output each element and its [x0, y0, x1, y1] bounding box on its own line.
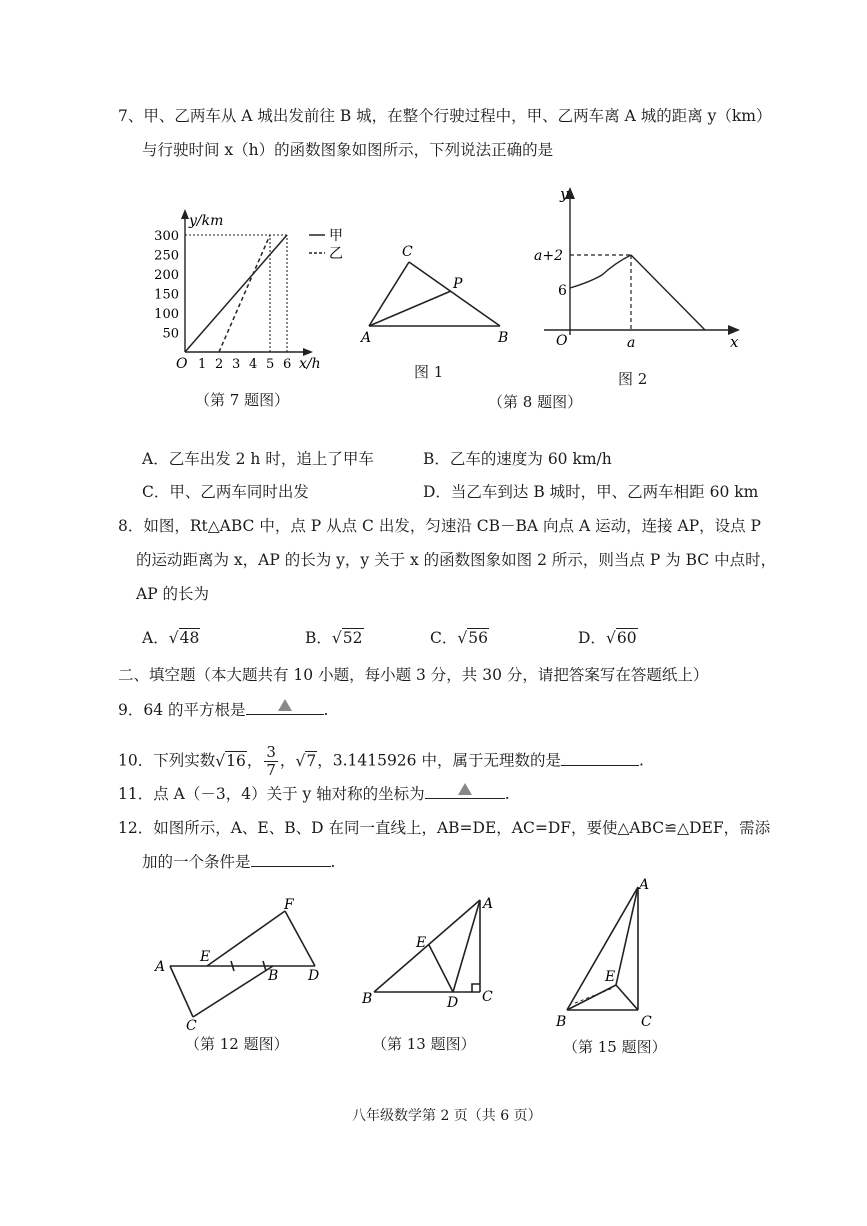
- q11-answer-blank[interactable]: [425, 784, 505, 799]
- label-B: B: [268, 968, 279, 984]
- label-origin: O: [556, 333, 568, 349]
- label-B: B: [556, 1014, 567, 1030]
- q7-option-b: B．乙车的速度为 60 km/h: [423, 450, 612, 468]
- q7-chart: [150, 195, 343, 380]
- y-tick-label: 200: [154, 268, 179, 283]
- label-F: F: [284, 897, 294, 913]
- section-2-heading: 二、填空题（本大题共有 10 小题，每小题 3 分，共 30 分，请把答案写在答题纸上）: [118, 666, 709, 684]
- label-D: D: [308, 968, 320, 984]
- x-tick-label: 3: [232, 357, 241, 372]
- x-axis-label: x/h: [299, 356, 321, 372]
- fig8-caption: （第 8 题图）: [488, 393, 583, 411]
- label-a: a: [627, 335, 636, 351]
- fig12: [150, 895, 335, 1035]
- q12-answer-blank[interactable]: [251, 852, 331, 867]
- label-A: A: [483, 896, 494, 912]
- series-line-1: [185, 235, 287, 352]
- x-tick-label: 5: [266, 357, 275, 372]
- x-tick-label: 1: [198, 357, 207, 372]
- label-B: B: [362, 991, 373, 1007]
- edge-EC: [616, 985, 638, 1010]
- q9: 9．64 的平方根是 .: [118, 701, 329, 719]
- q7-option-c: C．甲、乙两车同时出发: [142, 483, 309, 501]
- series-line-2: [219, 235, 270, 352]
- origin-label: O: [176, 356, 188, 372]
- edge-CB: [409, 262, 500, 326]
- fig15-caption: （第 15 题图）: [563, 1038, 667, 1056]
- edge-ED: [429, 945, 453, 992]
- label-P: P: [453, 276, 463, 292]
- q8-line3: AP 的长为: [136, 585, 210, 603]
- y-tick-label: 100: [154, 307, 179, 322]
- fig8-graph: [530, 185, 745, 355]
- q7-line1: 7、甲、乙两车从 A 城出发前往 B 城，在整个行驶过程中，甲、乙两车离 A 城的距离 y（km）: [118, 107, 772, 125]
- label-C: C: [641, 1014, 652, 1030]
- legend-label-2: 乙: [329, 246, 343, 262]
- q7-option-a: A．乙车出发 2 h 时，追上了甲车: [142, 450, 374, 468]
- y-tick-label: 150: [154, 287, 179, 303]
- fraction: $\frac{3}{7}$: [266, 743, 276, 779]
- q8-line1: 8．如图，Rt△ABC 中，点 P 从点 C 出发，匀速沿 CB－BA 向点 A 运动，连接 AP，设点 P: [118, 517, 761, 535]
- label-D: D: [447, 995, 459, 1011]
- right-angle-mark: [472, 984, 480, 992]
- q7-option-d: D．当乙车到达 B 城时，甲、乙两车相距 60 km: [423, 483, 759, 501]
- triangle-mark-icon: [278, 699, 292, 711]
- label-C: C: [402, 244, 413, 260]
- q7-line2: 与行驶时间 x（h）的函数图象如图所示，下列说法正确的是: [142, 141, 554, 159]
- q11: 11．点 A（－3，4）关于 y 轴对称的坐标为 .: [118, 785, 510, 803]
- q10: 10．下列实数√16， $\frac{3}{7}$ ，√7，3.1415926 中，属于无理数的是 .: [118, 743, 644, 779]
- edge-FD: [285, 911, 315, 966]
- edge-CB: [193, 966, 273, 1017]
- edge-BA: [374, 900, 480, 992]
- curve: [570, 255, 631, 288]
- x-tick-label: 6: [283, 357, 292, 372]
- label-B: B: [498, 330, 509, 346]
- label-a-plus-2: a+2: [534, 248, 563, 264]
- y-axis-label: y/km: [189, 213, 224, 229]
- page-footer: 八年级数学第 2 页（共 6 页）: [352, 1108, 542, 1124]
- edge-AC: [170, 966, 193, 1017]
- y-axis-arrow: [181, 209, 189, 219]
- fig12-caption: （第 12 题图）: [185, 1035, 289, 1053]
- q8-line2: 的运动距离为 x，AP 的长为 y，y 关于 x 的函数图象如图 2 所示，则当点 P 为 BC 中点时，: [136, 551, 777, 569]
- fig15: [553, 875, 663, 1035]
- y-tick-label: 50: [162, 326, 179, 342]
- y-tick-label: 250: [154, 248, 179, 264]
- label-C: C: [482, 989, 493, 1005]
- x-axis-arrow: [303, 348, 313, 356]
- q8-option-d: D．√60: [578, 629, 637, 647]
- edge-CA: [369, 262, 409, 326]
- q8-option-c: C．√56: [430, 629, 488, 647]
- q9-answer-blank[interactable]: [246, 700, 324, 715]
- label-A: A: [361, 330, 372, 346]
- edge-AE: [616, 887, 638, 985]
- q12-line2: 加的一个条件是 .: [142, 853, 336, 871]
- y-tick-label: 300: [154, 229, 179, 244]
- fig13: [360, 890, 505, 1015]
- label-A: A: [155, 959, 166, 975]
- edge-AP: [369, 291, 451, 326]
- label-A: A: [639, 877, 650, 893]
- fig8-fig1-caption: 图 1: [414, 363, 444, 381]
- label-E: E: [200, 949, 211, 965]
- label-E: E: [605, 969, 616, 985]
- descending-segment: [631, 255, 705, 330]
- x-tick-label: 2: [215, 357, 224, 372]
- fig8-triangle: [355, 240, 525, 350]
- q8-option-b: B．√52: [305, 629, 363, 647]
- label-C: C: [186, 1018, 197, 1034]
- label-x: x: [730, 333, 739, 351]
- edge-AD: [453, 900, 480, 992]
- q12-line1: 12．如图所示，A、E、B、D 在同一直线上，AB=DE，AC=DF，要使△ABC≌△DEF，需添: [118, 819, 771, 837]
- label-y: y: [560, 185, 569, 203]
- x-tick-label: 4: [249, 357, 258, 372]
- q10-answer-blank[interactable]: [561, 751, 639, 766]
- label-6: 6: [558, 283, 567, 299]
- q7-caption: （第 7 题图）: [195, 391, 290, 409]
- fig8-fig2-caption: 图 2: [618, 370, 648, 388]
- label-E: E: [416, 935, 427, 951]
- edge-EF: [207, 911, 285, 966]
- q8-option-a: A．√48: [142, 629, 200, 647]
- legend-label-1: 甲: [329, 228, 343, 244]
- fig13-caption: （第 13 题图）: [372, 1035, 476, 1053]
- triangle-mark-icon: [458, 783, 472, 795]
